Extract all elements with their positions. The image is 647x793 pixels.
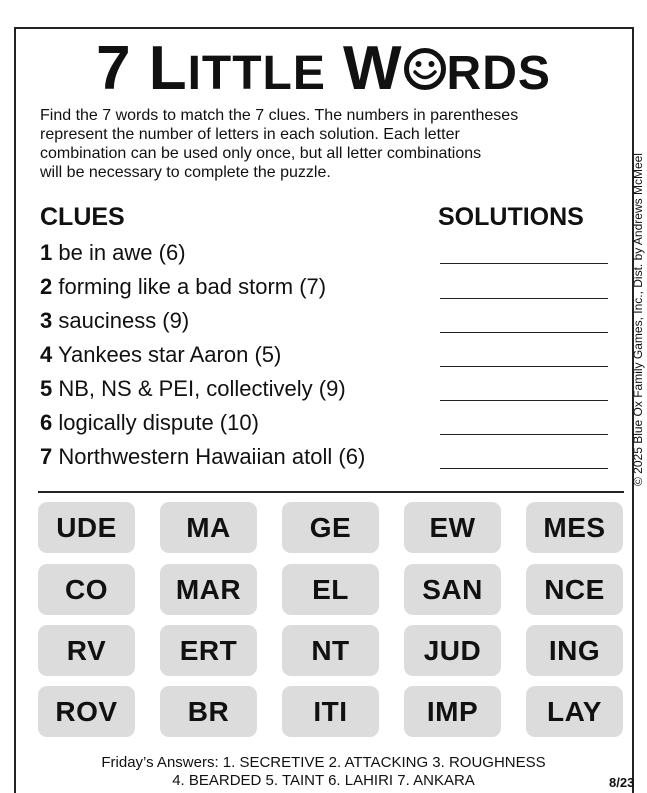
clues-header: CLUES — [40, 203, 125, 231]
letter-tile[interactable]: ING — [526, 625, 623, 676]
clue-number: 4 — [40, 342, 53, 367]
solution-line-4[interactable] — [440, 366, 608, 367]
clue-4 — [40, 342, 281, 368]
clue-number: 6 — [40, 410, 53, 435]
instructions-line: combination can be used only once, but all letter combinations — [40, 145, 482, 162]
previous-answers-line-1: Friday’s Answers: 1. SECRETIVE 2. ATTACKING 3. ROUGHNESS — [101, 754, 546, 771]
solution-line-2[interactable] — [440, 298, 608, 299]
clue-text: Northwestern Hawaiian atoll (6) — [52, 444, 366, 469]
title-rest-1: ITTLE — [187, 47, 326, 100]
divider — [38, 491, 624, 493]
clue-text: forming like a bad storm (7) — [52, 274, 327, 299]
clue-text: NB, NS & PEI, collectively (9) — [52, 376, 346, 401]
clue-6 — [40, 410, 259, 436]
letter-tile[interactable]: ERT — [160, 625, 257, 676]
title-initial-w: W — [343, 34, 403, 103]
solution-line-7[interactable] — [440, 468, 608, 469]
clue-text: sauciness (9) — [52, 308, 190, 333]
clue-text: logically dispute (10) — [52, 410, 259, 435]
puzzle-date: 8/23 — [609, 775, 635, 790]
instructions-line: represent the number of letters in each solution. Each letter — [40, 126, 460, 143]
letter-tile[interactable]: LAY — [526, 686, 623, 737]
solution-line-6[interactable] — [440, 434, 608, 435]
letter-tile[interactable]: ROV — [38, 686, 135, 737]
letter-tile[interactable]: NCE — [526, 564, 623, 615]
clue-number: 5 — [40, 376, 53, 401]
copyright-credit: © 2025 Blue Ox Family Games, Inc., Dist. by Andrews McMeel — [631, 153, 645, 486]
letter-tile[interactable]: EL — [282, 564, 379, 615]
letter-tile[interactable]: CO — [38, 564, 135, 615]
smiley-o-icon — [403, 47, 447, 91]
solution-line-3[interactable] — [440, 332, 608, 333]
title-rest-2: RDS — [446, 47, 551, 100]
letter-tile[interactable]: ITI — [282, 686, 379, 737]
letter-tile[interactable]: BR — [160, 686, 257, 737]
instructions — [40, 106, 620, 182]
solutions-header: SOLUTIONS — [438, 203, 584, 231]
clue-3 — [40, 308, 189, 334]
clue-number: 7 — [40, 444, 53, 469]
clue-number: 1 — [40, 240, 53, 265]
title-initial-l: L — [148, 34, 188, 103]
letter-tile[interactable]: IMP — [404, 686, 501, 737]
title-number: 7 — [96, 34, 132, 103]
letter-tile[interactable]: MA — [160, 502, 257, 553]
clue-2 — [40, 274, 326, 300]
letter-tile[interactable]: RV — [38, 625, 135, 676]
letter-tile[interactable]: JUD — [404, 625, 501, 676]
clue-7 — [40, 444, 365, 470]
letter-tile[interactable]: UDE — [38, 502, 135, 553]
instructions-line: Find the 7 words to match the 7 clues. The numbers in parentheses — [40, 107, 519, 124]
clue-text: Yankees star Aaron (5) — [52, 342, 282, 367]
letter-tile[interactable]: SAN — [404, 564, 501, 615]
letter-tile[interactable]: NT — [282, 625, 379, 676]
clue-1 — [40, 240, 186, 266]
clue-number: 3 — [40, 308, 53, 333]
clue-number: 2 — [40, 274, 53, 299]
instructions-line: will be necessary to complete the puzzle. — [40, 164, 331, 181]
letter-tile[interactable]: MAR — [160, 564, 257, 615]
letter-tile[interactable]: MES — [526, 502, 623, 553]
clue-text: be in awe (6) — [52, 240, 186, 265]
letter-tile[interactable]: GE — [282, 502, 379, 553]
clue-5 — [40, 376, 346, 402]
solution-line-1[interactable] — [440, 263, 608, 264]
previous-answers-line-2: 4. BEARDED 5. TAINT 6. LAHIRI 7. ANKARA — [172, 772, 475, 789]
solution-line-5[interactable] — [440, 400, 608, 401]
letter-tile[interactable]: EW — [404, 502, 501, 553]
puzzle-title — [0, 36, 647, 107]
